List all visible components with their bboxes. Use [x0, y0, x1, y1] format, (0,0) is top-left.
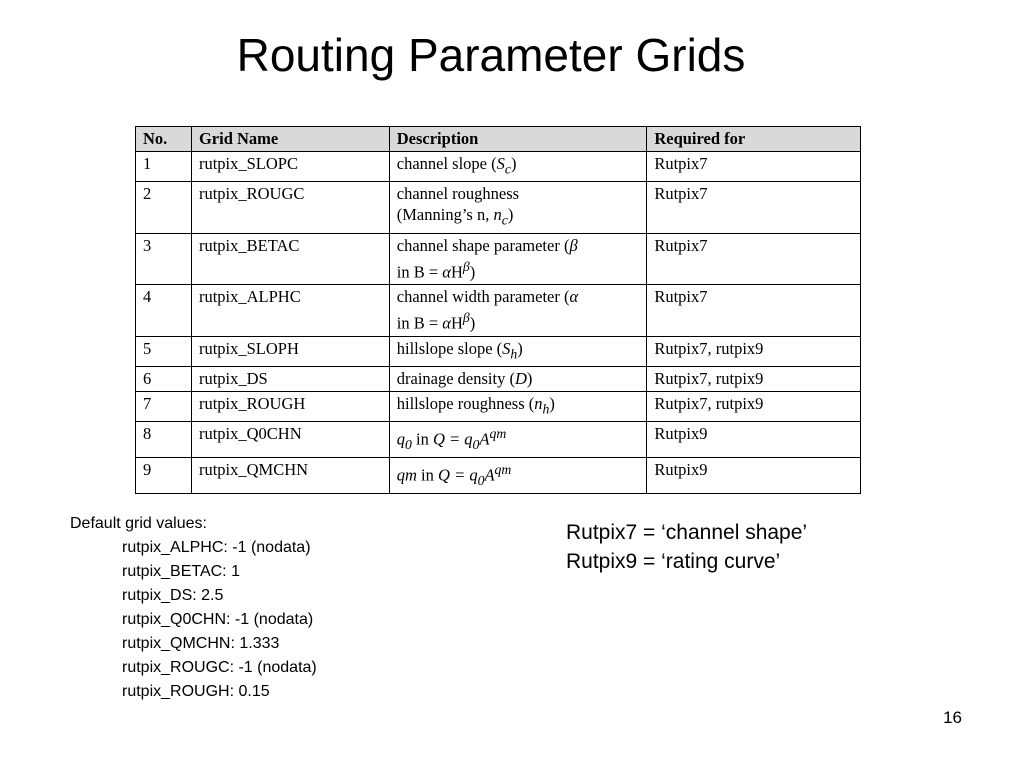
model-legend — [566, 518, 807, 576]
cell-description — [389, 457, 647, 493]
default-item: rutpix_Q0CHN: -1 (nodata) — [122, 611, 314, 628]
desc-subscript: c — [504, 161, 511, 177]
default-item: rutpix_QMCHN: 1.333 — [122, 635, 280, 652]
cell-grid-name: rutpix_ROUGC — [191, 182, 389, 233]
cell-description — [389, 182, 647, 233]
header-description: Description — [389, 127, 647, 152]
cell-required-for: Rutpix9 — [647, 422, 861, 458]
page-number: 16 — [943, 708, 962, 727]
table-row — [136, 457, 861, 493]
cell-required-for: Rutpix7, rutpix9 — [647, 336, 861, 366]
cell-description — [389, 336, 647, 366]
cell-required-for: Rutpix9 — [647, 457, 861, 493]
default-item: rutpix_ROUGC: -1 (nodata) — [122, 659, 317, 676]
desc-greek-2: α — [442, 262, 451, 282]
desc-q: Q — [432, 429, 445, 449]
cell-no: 6 — [136, 366, 192, 391]
desc-symbol: S — [502, 338, 511, 358]
cell-no: 2 — [136, 182, 192, 233]
legend-rutpix7: Rutpix7 = ‘channel shape’ — [566, 521, 808, 544]
table-header-row — [136, 127, 861, 152]
cell-required-for: Rutpix7, rutpix9 — [647, 391, 861, 421]
desc-lead-subscript: 0 — [405, 436, 412, 452]
desc-in: in — [416, 465, 439, 485]
cell-grid-name: rutpix_Q0CHN — [191, 422, 389, 458]
cell-description — [389, 233, 647, 285]
table-row — [136, 391, 861, 421]
desc-superscript: β — [462, 310, 470, 326]
table-row — [136, 336, 861, 366]
desc-greek-2: α — [442, 313, 451, 333]
desc-text-end: ) — [526, 368, 533, 388]
desc-lead: q — [396, 429, 405, 449]
desc-text-end: ) — [507, 205, 514, 225]
desc-a: A — [479, 429, 490, 449]
default-item: rutpix_ROUGH: 0.15 — [122, 683, 270, 700]
desc-in: in — [411, 429, 433, 449]
desc-h: H — [450, 262, 463, 282]
cell-required-for: Rutpix7 — [647, 285, 861, 337]
desc-text: hillslope slope ( — [396, 338, 503, 358]
desc-q0-subscript: 0 — [477, 472, 485, 488]
desc-subscript: h — [510, 345, 518, 361]
default-grid-values — [70, 512, 317, 704]
cell-description — [389, 391, 647, 421]
cell-grid-name: rutpix_ALPHC — [191, 285, 389, 337]
desc-greek: α — [569, 287, 579, 307]
cell-description — [389, 422, 647, 458]
desc-text-2: in B = — [396, 313, 443, 333]
cell-grid-name: rutpix_QMCHN — [191, 457, 389, 493]
table-row — [136, 182, 861, 233]
desc-text-end: ) — [517, 338, 523, 358]
desc-text-end: ) — [549, 393, 555, 413]
default-item: rutpix_BETAC: 1 — [122, 563, 240, 580]
cell-required-for: Rutpix7, rutpix9 — [647, 366, 861, 391]
cell-grid-name: rutpix_ROUGH — [191, 391, 389, 421]
desc-text: channel shape parameter ( — [396, 235, 570, 255]
table-row — [136, 152, 861, 182]
desc-eq: = — [444, 429, 465, 449]
desc-q0-subscript: 0 — [472, 436, 480, 452]
desc-text: channel roughness — [396, 184, 520, 204]
header-grid-name: Grid Name — [191, 127, 389, 152]
cell-grid-name: rutpix_SLOPH — [191, 336, 389, 366]
desc-eq: = — [449, 465, 470, 485]
desc-text-end: ) — [469, 313, 476, 333]
cell-no: 1 — [136, 152, 192, 182]
parameter-grid-table — [135, 126, 861, 494]
cell-required-for: Rutpix7 — [647, 182, 861, 233]
desc-q0: q — [464, 429, 473, 449]
cell-grid-name: rutpix_DS — [191, 366, 389, 391]
cell-no: 5 — [136, 336, 192, 366]
default-item: rutpix_DS: 2.5 — [122, 587, 224, 604]
desc-text-2: in B = — [396, 262, 443, 282]
cell-no: 9 — [136, 457, 192, 493]
defaults-heading: Default grid values: — [70, 515, 207, 532]
cell-required-for: Rutpix7 — [647, 233, 861, 285]
desc-a: A — [484, 465, 495, 485]
cell-no: 3 — [136, 233, 192, 285]
cell-description — [389, 366, 647, 391]
cell-no: 7 — [136, 391, 192, 421]
desc-text-end: ) — [511, 154, 517, 173]
desc-lead: qm — [396, 465, 417, 485]
desc-subscript: c — [501, 212, 508, 228]
desc-subscript: h — [542, 401, 550, 417]
table-row — [136, 233, 861, 285]
cell-grid-name: rutpix_BETAC — [191, 233, 389, 285]
desc-a-superscript: qm — [494, 461, 512, 477]
desc-q: Q — [438, 465, 450, 485]
desc-h: H — [450, 313, 463, 333]
desc-text: hillslope roughness ( — [396, 393, 535, 413]
cell-grid-name: rutpix_SLOPC — [191, 152, 389, 182]
desc-text: channel width parameter ( — [396, 287, 570, 307]
desc-symbol: S — [496, 154, 505, 173]
header-no: No. — [136, 127, 192, 152]
table-row — [136, 366, 861, 391]
desc-a-superscript: qm — [489, 426, 507, 442]
legend-rutpix9: Rutpix9 = ‘rating curve’ — [566, 550, 781, 573]
desc-symbol: n — [534, 393, 543, 413]
desc-greek: β — [569, 235, 578, 255]
slide-title: Routing Parameter Grids — [236, 29, 746, 81]
header-required-for: Required for — [647, 127, 861, 152]
desc-text-end: ) — [469, 262, 476, 282]
cell-no: 4 — [136, 285, 192, 337]
cell-no: 8 — [136, 422, 192, 458]
table-row — [136, 422, 861, 458]
desc-text-2: (Manning’s n, — [396, 205, 494, 225]
desc-superscript: β — [462, 258, 470, 274]
default-item: rutpix_ALPHC: -1 (nodata) — [122, 539, 311, 556]
desc-symbol: n — [493, 205, 502, 225]
desc-text: channel slope ( — [396, 154, 497, 173]
table-row — [136, 285, 861, 337]
cell-description — [389, 285, 647, 337]
desc-q0: q — [469, 465, 478, 485]
desc-symbol: D — [514, 368, 527, 388]
desc-text: drainage density ( — [396, 368, 515, 388]
cell-description — [389, 152, 647, 182]
cell-required-for: Rutpix7 — [647, 152, 861, 182]
